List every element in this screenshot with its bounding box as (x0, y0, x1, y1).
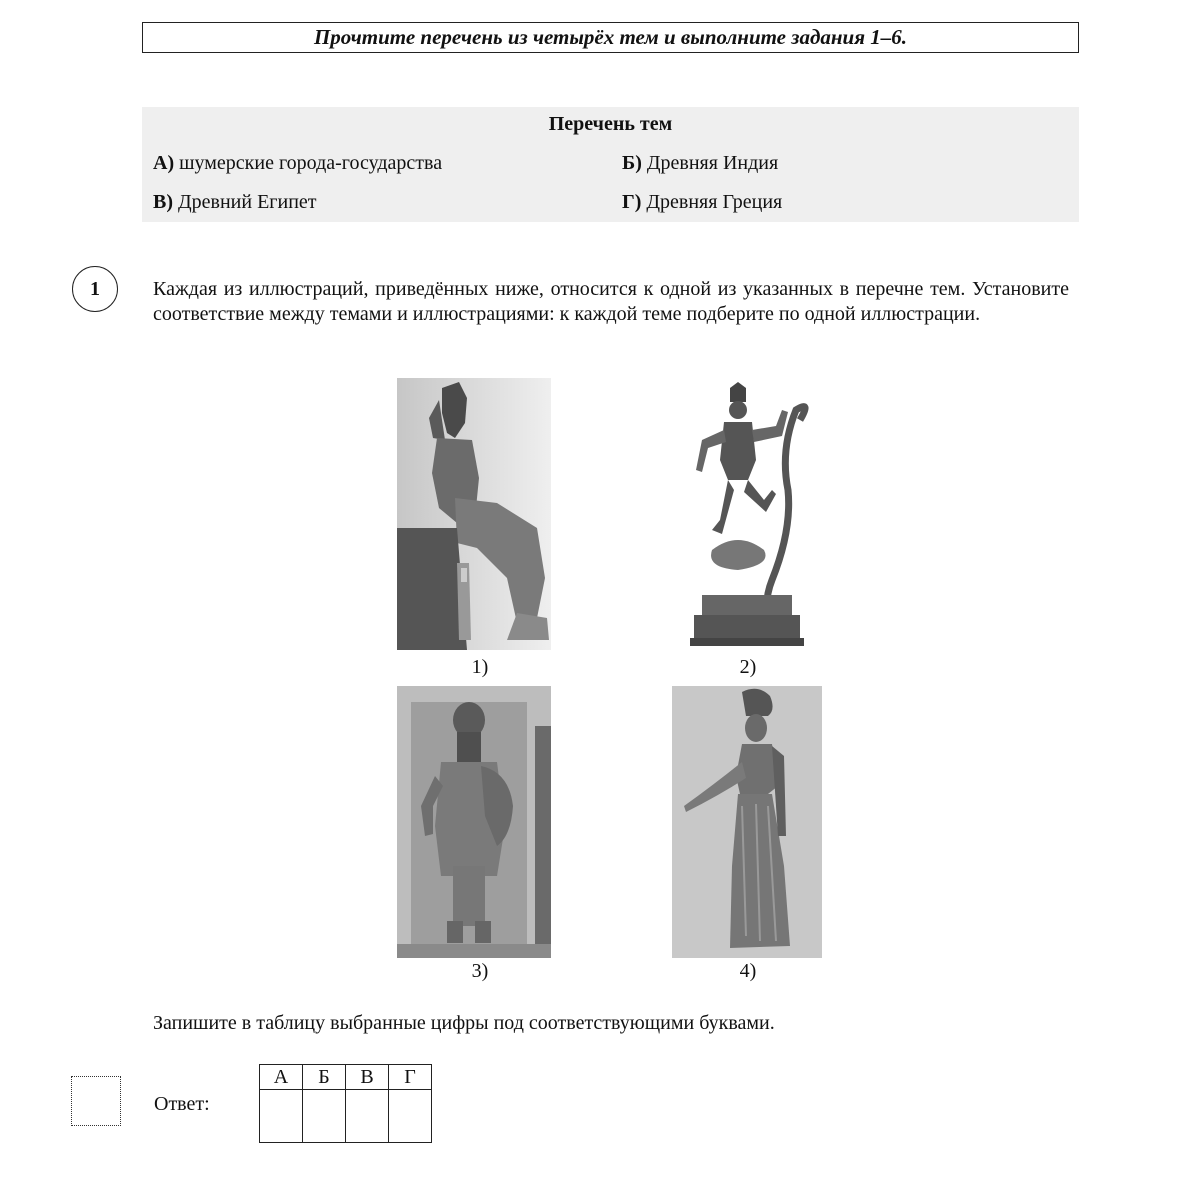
topic-letter: Б) (622, 152, 642, 174)
answer-table-header-row (260, 1065, 432, 1090)
illustration-caption: 2) (739, 656, 757, 678)
illustration-4 (672, 686, 822, 958)
answer-header-b: Б (303, 1065, 346, 1090)
greek-goddess-statue-icon (672, 686, 822, 958)
topic-g (622, 191, 782, 214)
answer-cell-b[interactable] (303, 1090, 346, 1143)
illustration-caption: 4) (739, 960, 757, 982)
topic-label: Древний Египет (178, 191, 317, 213)
topic-v (153, 191, 317, 214)
illustration-caption: 3) (471, 960, 489, 982)
task-number: 1 (90, 277, 100, 300)
illustration-1 (397, 378, 551, 650)
dancing-bronze-figure-icon (672, 380, 822, 652)
answer-label: Ответ: (154, 1093, 210, 1115)
write-instruction: Запишите в таблицу выбранные цифры под соответствующими буквами. (153, 1012, 775, 1034)
task-text: Каждая из иллюстраций, приведённых ниже, относится к одной из указанных в перечне тем. Установите соответствие между темами и иллюстрациями: к каждой теме подберите по одной иллюстрации. (153, 278, 1069, 325)
answer-table-input-row (260, 1090, 432, 1143)
answer-cell-g[interactable] (389, 1090, 432, 1143)
answer-header-g: Г (389, 1065, 432, 1090)
illustration-2 (672, 380, 822, 652)
topics-panel (142, 107, 1079, 222)
instruction-text: Прочтите перечень из четырёх тем и выполните задания 1–6. (313, 25, 908, 49)
answer-table (259, 1064, 432, 1143)
illustration-3 (397, 686, 551, 958)
answer-header-v: В (346, 1065, 389, 1090)
topic-label: шумерские города-государства (179, 152, 443, 174)
score-box[interactable] (71, 1076, 121, 1126)
answer-cell-v[interactable] (346, 1090, 389, 1143)
topic-label: Древняя Греция (646, 191, 783, 213)
topic-letter: Г) (622, 191, 642, 213)
topic-b (622, 152, 778, 175)
illustration-caption: 1) (471, 656, 489, 678)
instruction-banner (142, 22, 1079, 53)
topic-letter: А) (153, 152, 175, 174)
topic-letter: В) (153, 191, 173, 213)
mesopotamian-relief-icon (397, 686, 551, 958)
topic-a (153, 152, 442, 175)
answer-header-a: А (260, 1065, 303, 1090)
topics-title: Перечень тем (548, 113, 673, 135)
answer-cell-a[interactable] (260, 1090, 303, 1143)
topic-label: Древняя Индия (646, 152, 779, 174)
egyptian-seated-statue-icon (397, 378, 551, 650)
task-number-badge (72, 266, 118, 312)
